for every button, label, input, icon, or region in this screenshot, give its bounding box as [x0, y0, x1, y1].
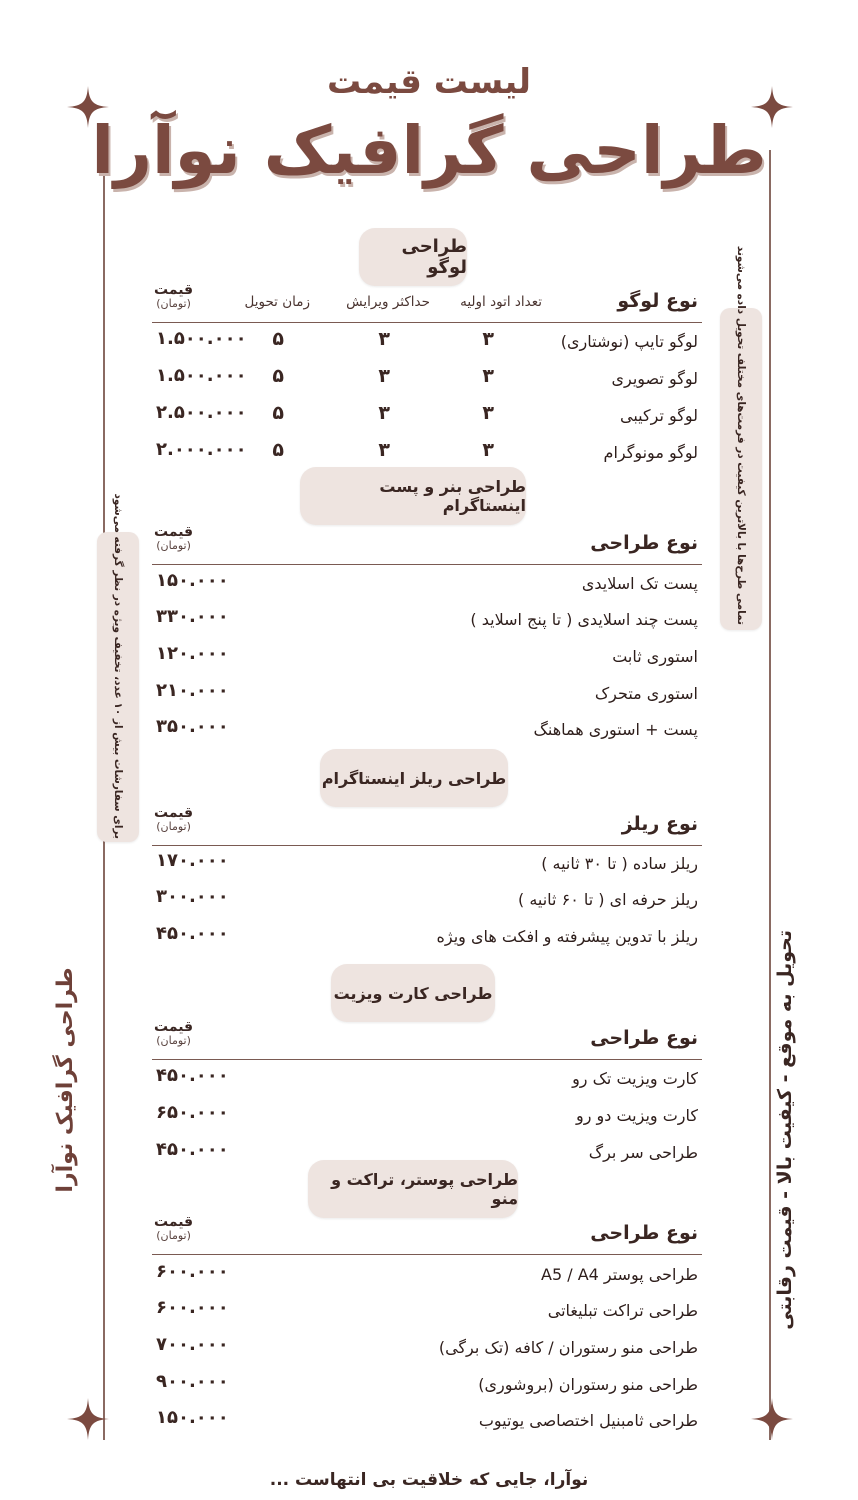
column-initial: تعداد اتود اولیه: [460, 294, 542, 310]
sparkle-icon: [751, 1398, 793, 1440]
section-pill-banner: طراحی بنر و پست اینستاگرام: [300, 467, 526, 525]
table-row: لوگو ترکیبی ۳ ۳ ۵ ۲.۵۰۰.۰۰۰: [156, 402, 698, 425]
page-title: طراحی گرافیک نوآرا: [91, 112, 767, 189]
table-row: استوری ثابت ۱۲۰.۰۰۰: [156, 643, 698, 666]
table-row: استوری متحرک ۲۱۰.۰۰۰: [156, 680, 698, 703]
table-row: طراحی سر برگ ۴۵۰.۰۰۰: [156, 1139, 698, 1162]
column-price: قیمت (تومان): [154, 1214, 194, 1242]
price-list-subtitle: لیست قیمت: [327, 62, 531, 102]
column-revisions: حداکثر ویرایش: [346, 294, 430, 310]
table-header-poster: [152, 1214, 702, 1255]
column-type: نوع لوگو: [617, 290, 698, 312]
side-tagline-right: تحویل به موقع - کیفیت بالا - قیمت رقابتی: [774, 930, 796, 1330]
column-type: نوع طراحی: [590, 532, 698, 554]
table-row: ریلز ساده ( تا ۳۰ ثانیه ) ۱۷۰.۰۰۰: [156, 850, 698, 873]
table-row: پست تک اسلایدی ۱۵۰.۰۰۰: [156, 570, 698, 593]
column-price: قیمت (تومان): [154, 282, 194, 310]
table-row: ریلز با تدوین پیشرفته و افکت های ویژه ۴۵۰.۰۰۰: [156, 923, 698, 946]
column-price: قیمت (تومان): [154, 524, 194, 552]
table-row: کارت ویزیت تک رو ۴۵۰.۰۰۰: [156, 1065, 698, 1088]
table-row: پست چند اسلایدی ( تا پنج اسلاید ) ۳۳۰.۰۰۰: [156, 606, 698, 629]
table-row: لوگو مونوگرام ۳ ۳ ۵ ۲.۰۰۰.۰۰۰: [156, 439, 698, 462]
table-row: لوگو تصویری ۳ ۳ ۵ ۱.۵۰۰.۰۰۰: [156, 365, 698, 388]
table-row: طراحی منو رستوران / کافه (تک برگی) ۷۰۰.۰۰۰: [156, 1334, 698, 1357]
column-price: قیمت (تومان): [154, 805, 194, 833]
column-delivery: زمان تحویل: [244, 294, 310, 310]
section-pill-logo: طراحی لوگو: [359, 228, 467, 286]
column-type: نوع طراحی: [590, 1027, 698, 1049]
side-brand-left: طراحی گرافیک نوآرا: [53, 967, 78, 1193]
side-note-right-box: [720, 245, 762, 630]
table-header-reels: [152, 805, 702, 846]
table-row: طراحی ثامبنیل اختصاصی یوتیوب ۱۵۰.۰۰۰: [156, 1407, 698, 1430]
table-row: طراحی پوستر A5 / A4 ۶۰۰.۰۰۰: [156, 1261, 698, 1284]
column-type: نوع طراحی: [590, 1222, 698, 1244]
table-header-card: [152, 1019, 702, 1060]
table-row: لوگو تایپ (نوشتاری) ۳ ۳ ۵ ۱.۵۰۰.۰۰۰: [156, 328, 698, 351]
side-note-left-box: [97, 493, 139, 842]
section-pill-poster: طراحی پوستر، تراکت و منو: [308, 1160, 518, 1218]
footer-slogan: نوآرا، جایی که خلاقیت بی انتهاست ...: [269, 1470, 589, 1490]
table-row: طراحی منو رستوران (بروشوری) ۹۰۰.۰۰۰: [156, 1371, 698, 1394]
table-header-logo: [152, 282, 702, 323]
table-row: کارت ویزیت دو رو ۶۵۰.۰۰۰: [156, 1102, 698, 1125]
side-note-right: تمامی طرح‌ها با بالاترین کیفیت در فرمت‌های مختلف تحویل داده می‌شوند: [735, 245, 747, 625]
sparkle-icon: [67, 1398, 109, 1440]
section-pill-card: طراحی کارت ویزیت: [331, 964, 495, 1022]
table-row: پست + استوری هماهنگ ۳۵۰.۰۰۰: [156, 716, 698, 739]
column-price: قیمت (تومان): [154, 1019, 194, 1047]
column-type: نوع ریلز: [621, 813, 698, 835]
table-header-banner: [152, 524, 702, 565]
table-row: طراحی تراکت تبلیغاتی ۶۰۰.۰۰۰: [156, 1297, 698, 1320]
side-note-left: برای سفارشات بیش از ۱۰ عدد، تخفیف ویژه در نظر گرفته می‌شود: [112, 493, 124, 839]
table-row: ریلز حرفه ای ( تا ۶۰ ثانیه ) ۳۰۰.۰۰۰: [156, 886, 698, 909]
section-pill-reels: طراحی ریلز اینستاگرام: [320, 749, 508, 807]
frame-line-right: [769, 150, 771, 1440]
